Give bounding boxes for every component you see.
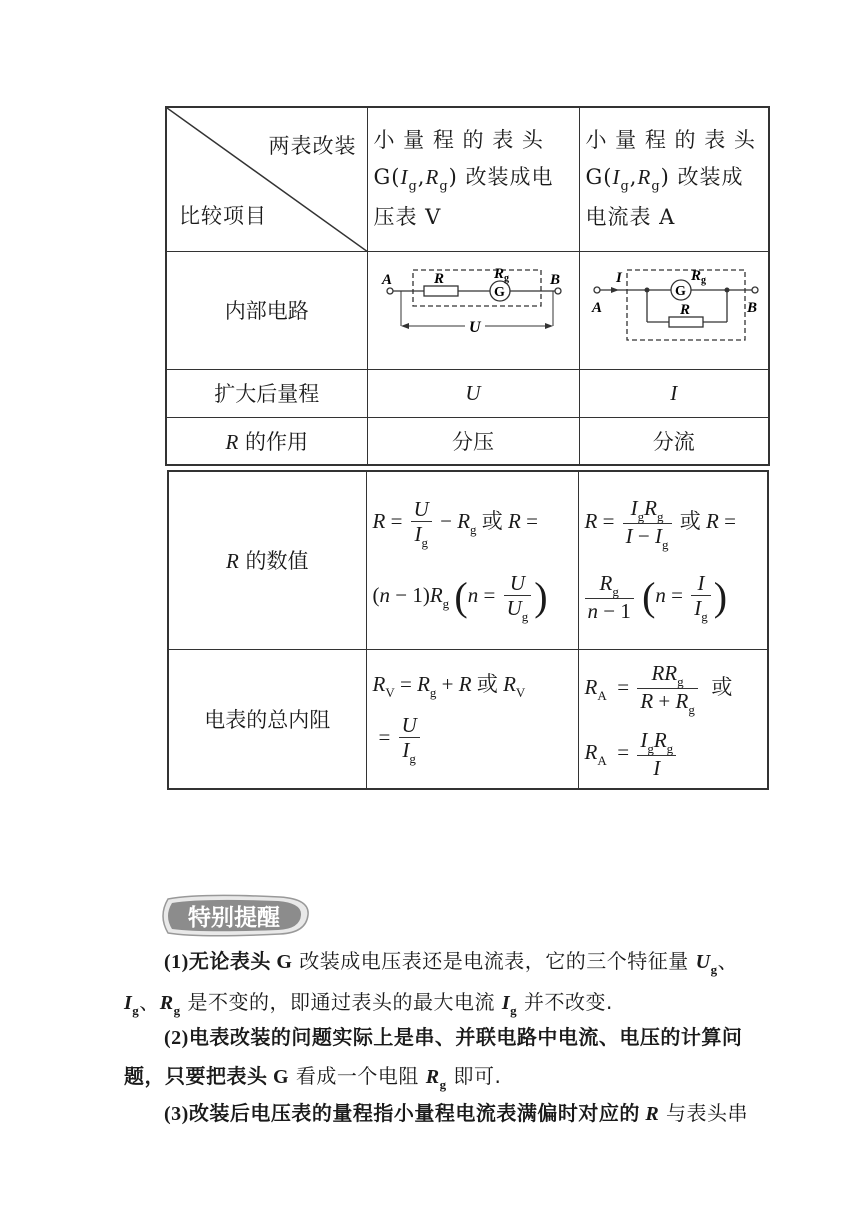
- ammeter-header: 小 量 程 的 表 头 $G(I_g,R_g)$ 改装成 电流表 A: [579, 107, 769, 251]
- value-ammeter: R = $\frac{I_gR_g}{I - I_g}$ 或 R = $\frac{R_g}{n - 1}$ (n = $\frac{I}{I_g}$ ): [578, 471, 768, 649]
- range-voltmeter: U: [367, 369, 579, 417]
- voltmeter-circuit-cell: [367, 251, 579, 369]
- special-tip-badge: [160, 893, 310, 938]
- svg-text:U: U: [469, 318, 481, 336]
- svg-text:G: G: [674, 283, 686, 299]
- tip-paragraph-3: (3)改装后电压表的量程指小量程电流表满偏时对应的 R 与表头串: [164, 1101, 749, 1125]
- row-label-resistance: 电表的总内阻: [168, 649, 366, 789]
- diagonal-header-cell: [166, 107, 367, 251]
- tip-paragraph-1: (1)无论表头 G 改装成电压表还是电流表，它的三个特征量 $U_g$、$I_g$、$R_g$ 是不变的，即通过表头的最大电流 $I_g$ 并不改变.: [124, 949, 739, 1018]
- row-label-value: R 的数值: [168, 471, 366, 649]
- svg-text:G: G: [494, 284, 505, 300]
- header-bottom-left: 比较项目: [179, 204, 267, 228]
- value-voltmeter: R = $\frac{U}{I_g}$ − $R_g$ 或 R = $(n - 1)R_g$ (n = $\frac{U}{U_g}$ ): [366, 471, 578, 649]
- row-label-range: 扩大后量程: [166, 369, 367, 417]
- svg-text:A: A: [591, 299, 602, 316]
- svg-text:A: A: [382, 271, 393, 288]
- svg-text:特别提醒: 特别提醒: [188, 905, 280, 931]
- comparison-table-top: [165, 106, 770, 466]
- resistance-voltmeter: $R_V = R_g + R$ 或 $R_V$ = $\frac{U}{I_g}$: [366, 649, 578, 789]
- role-ammeter: 分流: [579, 417, 769, 465]
- voltmeter-circuit-diagram: [378, 264, 568, 352]
- comparison-table-bottom: [167, 470, 769, 790]
- ammeter-circuit-cell: [579, 251, 769, 369]
- range-ammeter: I: [579, 369, 769, 417]
- voltmeter-header: 小 量 程 的 表 头 $G(I_g,R_g)$ 改装成电 压表 V: [367, 107, 579, 251]
- row-label-role: R 的作用: [166, 417, 367, 465]
- tip-paragraph-2: (2)电表改装的问题实际上是串、并联电路中电流、电压的计算问题，只要把表头 G 看成一个电阻 $R_g$ 即可.: [124, 1027, 743, 1092]
- header-top-right: 两表改装: [268, 134, 357, 158]
- svg-text:g: g: [700, 274, 706, 286]
- row-label-circuit: 内部电路: [166, 251, 367, 369]
- resistance-ammeter: $R_A$ = $\frac{RR_g}{R + R_g}$ 或 $R_A$ = $\frac{I_gR_g}{I}$: [578, 649, 768, 789]
- svg-text:R: R: [494, 265, 505, 282]
- svg-text:R: R: [679, 301, 690, 318]
- svg-text:R: R: [690, 267, 701, 284]
- svg-text:I: I: [615, 269, 622, 286]
- svg-text:B: B: [550, 271, 561, 288]
- svg-text:R: R: [434, 270, 445, 287]
- svg-text:g: g: [504, 272, 509, 284]
- ammeter-circuit-diagram: [589, 264, 759, 352]
- role-voltmeter: 分压: [367, 417, 579, 465]
- svg-text:B: B: [746, 299, 757, 316]
